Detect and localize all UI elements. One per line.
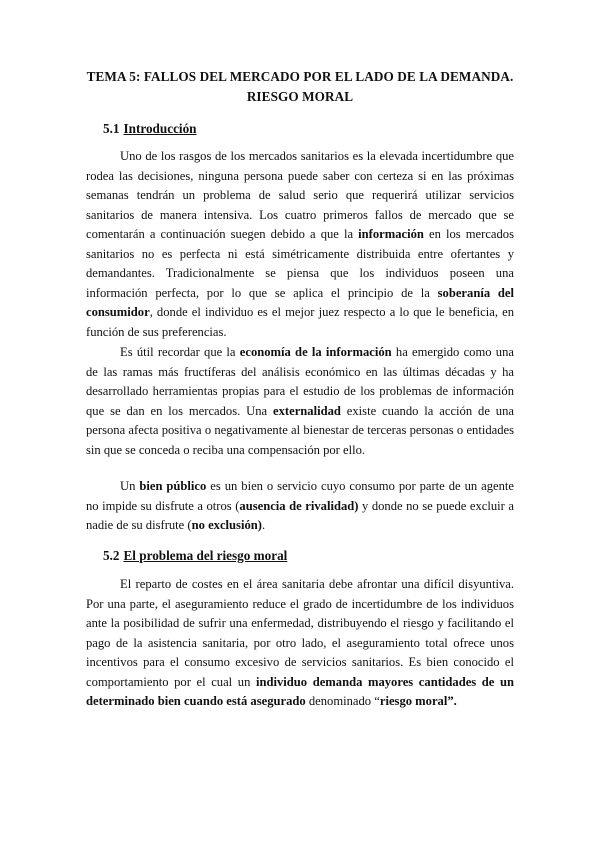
section-heading-5-2 — [103, 548, 287, 564]
bold-term: bien público — [139, 479, 207, 493]
section-number: 5.1 — [103, 121, 120, 136]
text-run: . — [261, 518, 266, 532]
text-run: ha emergido como una de las ramas más fructíferas del análisis económico en las últimas décadas y ha desarrollado herramientas propias para el estudio de los problemas de información que se dan en los mercados. Una — [86, 345, 514, 418]
bold-term: externalidad — [273, 403, 341, 418]
text-run: es un bien o servicio cuyo consumo por parte de un agente no impide su disfrute a otros ( — [86, 479, 514, 513]
text-run: denominado “ — [305, 694, 380, 708]
bold-term: no exclusión) — [191, 518, 262, 532]
paragraph — [86, 147, 514, 342]
bold-term: riesgo moral”. — [379, 694, 457, 708]
text-run: El reparto de costes en el área sanitaria debe afrontar una difícil disyuntiva. Por una parte, el aseguramiento reduce el grado de incertidumbre de los individuos ante la posibilidad de sufrir una enfermedad, distribuyendo el riesgo y facilitando el pago de la asistencia sanitaria, por otro lado, el aseguramiento total ofrece unos incentivos para el consumo excesivo de servicios sanitarios. Es bien conocido el comportamiento por el cual un — [86, 577, 514, 689]
paragraph — [86, 575, 514, 712]
paragraph — [86, 477, 514, 536]
title-line-2: RIESGO MORAL — [246, 89, 354, 104]
text-run: Un — [120, 479, 140, 493]
section-heading-5-1 — [103, 121, 197, 137]
bold-term: información — [358, 227, 424, 241]
text-run: Uno de los rasgos de los mercados sanitarios es la elevada incertidumbre que rodea las decisiones, ninguna persona puede saber con certeza si en las próximas semanas tendrán un problema de salud serio que requerirá utilizar servicios sanitarios de manera intensiva. Los cuatro primeros fallos de mercado que se comentarán a continuación suegen debido a que la — [86, 149, 514, 241]
bold-term: ausencia de rivalidad) — [239, 498, 359, 513]
text-run: en los mercados sanitarios no es perfecta ni está simétricamente distribuida entre ofertantes y demandantes. Tradicionalmente se piensa que los individuos poseen una información perfecta, por lo que se aplica el principio de la — [86, 227, 514, 300]
text-run: , donde el individuo es el mejor juez respecto a lo que le beneficia, en función de sus preferencias. — [86, 305, 514, 339]
title-line-1: TEMA 5: FALLOS DEL MERCADO POR EL LADO DE LA DEMANDA. — [86, 69, 514, 84]
paragraph — [86, 343, 514, 460]
document-title — [60, 67, 540, 107]
section-title: Introducción — [123, 121, 197, 136]
bold-term: economía de la información — [239, 345, 392, 359]
text-run: existe cuando la acción de una persona afecta positiva o negativamente al bienestar de terceras personas o entidades sin que se conceda o reciba una compensación por ello. — [86, 403, 514, 457]
bold-term: individuo demanda mayores cantidades de un determinado bien cuando está asegurado — [86, 674, 514, 708]
text-run: Es útil recordar que la — [120, 345, 240, 359]
text-run: y donde no se puede excluir a nadie de su disfrute ( — [86, 498, 514, 532]
section-number: 5.2 — [103, 548, 120, 563]
bold-term: soberanía del consumidor — [86, 285, 514, 319]
section-title: El problema del riesgo moral — [123, 548, 288, 563]
